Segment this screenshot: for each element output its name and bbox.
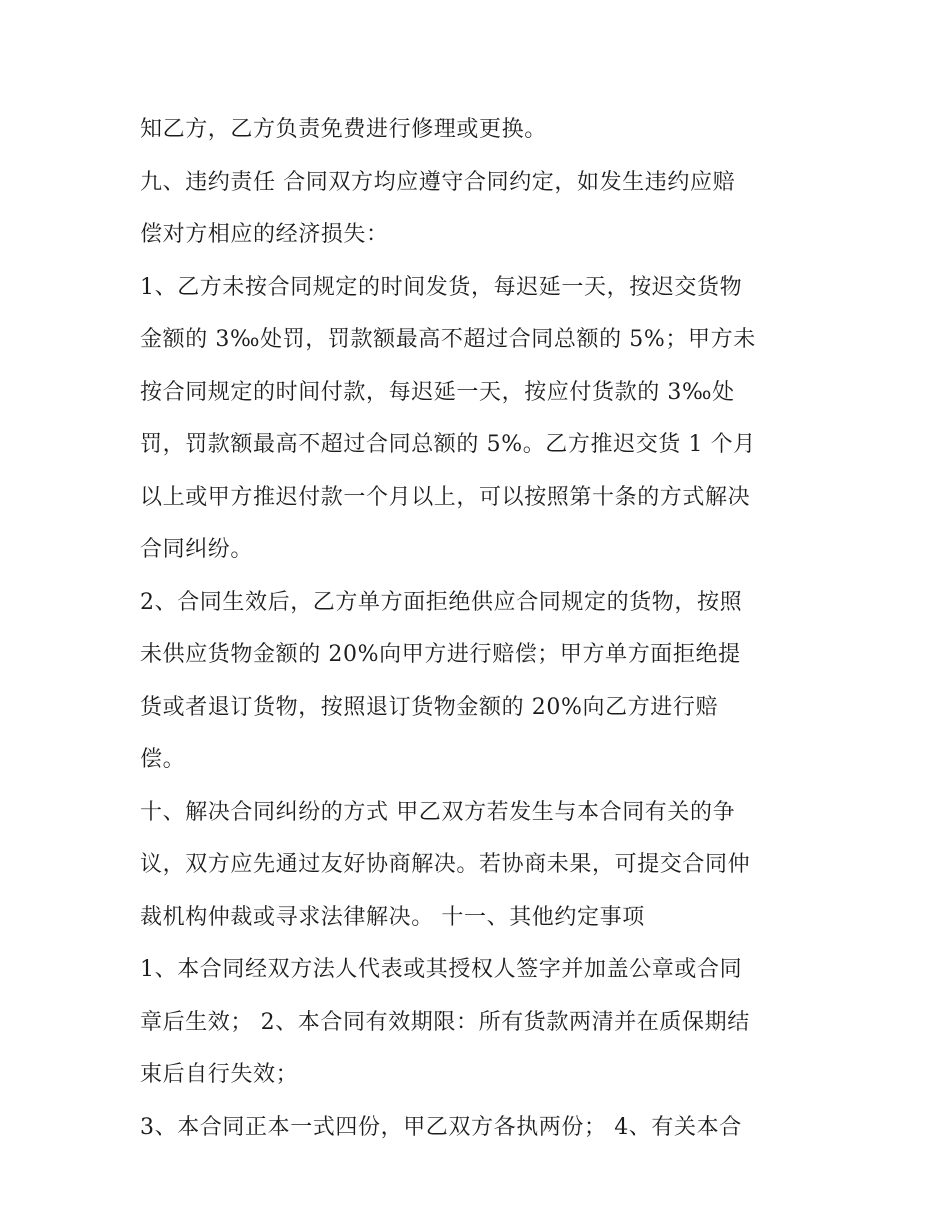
text-line: 1、乙方未按合同规定的时间发货，每迟延一天，按迟交货物 (140, 274, 743, 300)
text-line: 货或者退订货物，按照退订货物金额的 20%向乙方进行赔 (140, 694, 719, 720)
text-line: 合同纠纷。 (140, 537, 254, 562)
text-line: 1、本合同经双方法人代表或其授权人签字并加盖公章或合同 (140, 957, 743, 982)
text-line: 偿。 (140, 747, 186, 772)
text-line: 议，双方应先通过友好协商解决。若协商未果，可提交合同仲 (140, 852, 751, 877)
text-line: 罚，罚款额最高不超过合同总额的 5%。乙方推迟交货 1 个月 (140, 432, 756, 457)
text-line: 束后自行失效； (140, 1062, 299, 1087)
text-line: 裁机构仲裁或寻求法律解决。 十一、其他约定事项 (140, 904, 645, 930)
contract-text (140, 108, 830, 1158)
text-line: 偿对方相应的经济损失： (140, 222, 389, 247)
text-line: 3、本合同正本一式四份，甲乙双方各执两份； 4、有关本合 (140, 1114, 742, 1140)
text-line: 2、合同生效后，乙方单方面拒绝供应合同规定的货物，按照 (140, 589, 743, 615)
text-line: 以上或甲方推迟付款一个月以上，可以按照第十条的方式解决 (140, 484, 751, 510)
text-line: 知乙方，乙方负责免费进行修理或更换。 (140, 117, 547, 142)
text-line: 章后生效； 2、本合同有效期限：所有货款两清并在质保期结 (140, 1009, 750, 1035)
text-line: 十、解决合同纠纷的方式 甲乙双方若发生与本合同有关的争 (140, 799, 736, 825)
text-line: 九、违约责任 合同双方均应遵守合同约定，如发生违约应赔 (140, 169, 736, 195)
text-line: 金额的 3‰处罚，罚款额最高不超过合同总额的 5%；甲方未 (140, 327, 756, 352)
text-line: 未供应货物金额的 20%向甲方进行赔偿；甲方单方面拒绝提 (140, 642, 741, 667)
text-line: 按合同规定的时间付款，每迟延一天，按应付货款的 3‰处 (140, 379, 735, 405)
